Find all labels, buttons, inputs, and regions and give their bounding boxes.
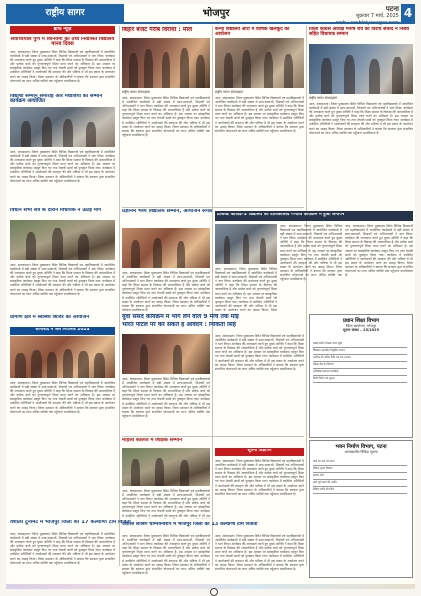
headline: कन्या विद्यालय आरा में वार्षिक खेलकूद का आयोजन <box>215 27 290 38</box>
byline: राष्ट्रीय सागर संवाददाता <box>309 96 338 100</box>
newspaper-page <box>6 4 415 589</box>
ad-row: अभिलेख सत्यापन कार्यक्रम <box>313 369 407 376</box>
column-rule <box>212 26 213 566</box>
edition-right: पटना <box>385 5 399 13</box>
news-photo <box>215 224 277 264</box>
article-text: आरा, संवाददाता। जिला मुख्यालय स्थित विभिन्न विद्यालयों एवं महाविद्यालयों में आयोजित कार्यक्रमों में बड़ी संख्या में छात्र-छात्राओं, शिक्षकों एवं अभिभावकों ने भाग लिया। कार्यक्रम की अध्यक्षता करते हुए मुख्य अतिथि ने कहा कि शिक्षा समाज के विकास की आधारशिला है और प्रत्येक बच्चे को गुणवत्तापूर्ण शिक्षा प्राप्त करने का अधिकार है। इस अवसर पर सांस्कृतिक कार्यक्रम प्रस्तुत किए गए तथा मेधावी छात्रों को पुरस्कृत किया गया। कार्यक्रम में उपस्थित अतिथियों ने आयोजकों की सराहना की और भविष्य में भी इस प्रकार के आयोजन करने का आग्रह किया। जिला प्रशासन के अधिकारियों ने बताया कि सरकार द्वारा संचालित योजनाओं का लाभ अंतिम व्यक्ति तक पहुँचाना प्राथमिकता है। <box>345 224 413 278</box>
article-text: आरा, संवाददाता। जिला मुख्यालय स्थित विभिन्न विद्यालयों एवं महाविद्यालयों में आयोजित कार्यक्रमों में बड़ी संख्या में छात्र-छात्राओं, शिक्षकों एवं अभिभावकों ने भाग लिया। कार्यक्रम की अध्यक्षता करते हुए मुख्य अतिथि ने कहा कि शिक्षा समाज के विकास की आधारशिला है और प्रत्येक बच्चे को गुणवत्तापूर्ण शिक्षा प्राप्त करने का अधिकार है। इस अवसर पर सांस्कृतिक कार्यक्रम प्रस्तुत किए गए तथा मेधावी छात्रों को पुरस्कृत किया गया। कार्यक्रम में उपस्थित अतिथियों ने आयोजकों की सराहना की और भविष्य में भी इस प्रकार के आयोजन करने का आग्रह किया। जिला प्रशासन के अधिकारियों ने बताया कि सरकार द्वारा संचालित योजनाओं का लाभ अंतिम व्यक्ति तक पहुँचाना प्राथमिकता है। <box>122 271 210 311</box>
ad-row: विशेष निर्देश एवं सूचना <box>313 376 407 383</box>
ad-row: निविदा प्राप्ति की तिथि <box>313 487 407 494</box>
ad-row: आवेदन की अंतिम तिथि 20.03.2025 <box>313 355 407 362</box>
article-text: आरा, संवाददाता। जिला मुख्यालय स्थित विभिन्न विद्यालयों एवं महाविद्यालयों में आयोजित कार्यक्रमों में बड़ी संख्या में छात्र-छात्राओं, शिक्षकों एवं अभिभावकों ने भाग लिया। कार्यक्रम की अध्यक्षता करते हुए मुख्य अतिथि ने कहा कि शिक्षा समाज के विकास की आधारशिला है और प्रत्येक बच्चे को गुणवत्तापूर्ण शिक्षा प्राप्त करने का अधिकार है। इस अवसर पर सांस्कृतिक कार्यक्रम प्रस्तुत किए गए तथा मेधावी छात्रों को पुरस्कृत किया गया। कार्यक्रम में उपस्थित अतिथियों ने आयोजकों की सराहना की और भविष्य में भी इस <box>122 489 210 518</box>
ad-table <box>313 459 407 494</box>
ad-title: प्रधान शिक्षा विभाग <box>342 318 380 324</box>
ad-row: बयाना राशि <box>313 473 407 480</box>
news-photo <box>10 220 115 260</box>
article-text: आरा, संवाददाता। जिला मुख्यालय स्थित विभिन्न विद्यालयों एवं महाविद्यालयों में आयोजित कार्यक्रमों में बड़ी संख्या में छात्र-छात्राओं, शिक्षकों एवं अभिभावकों ने भाग लिया। कार्यक्रम की अध्यक्षता करते हुए मुख्य अतिथि ने कहा कि शिक्षा समाज के विकास की आधारशिला है और प्रत्येक बच्चे को गुणवत्तापूर्ण शिक्षा प्राप्त करने का अधिकार है। इस अवसर पर सांस्कृतिक कार्यक्रम प्रस्तुत किए गए तथा मेधावी छात्रों को पुरस्कृत किया गया। कार्यक्रम में उपस्थित अतिथियों ने आयोजकों की सराहना की और भविष्य में भी इस प्रकार के आयोजन करने का आग्रह किया। जिला प्रशासन के अधिकारियों ने बताया कि सरकार द्वारा संचालित योजनाओं का लाभ अंतिम व्यक्ति तक पहुँचाना प्राथमिकता है। <box>10 263 115 296</box>
article-text: आरा, संवाददाता। जिला मुख्यालय स्थित विभिन्न विद्यालयों एवं महाविद्यालयों में आयोजित कार्यक्रमों में बड़ी संख्या में छात्र-छात्राओं, शिक्षकों एवं अभिभावकों ने भाग लिया। कार्यक्रम की अध्यक्षता करते हुए मुख्य अतिथि ने कहा कि शिक्षा समाज के विकास की आधारशिला है और प्रत्येक बच्चे को गुणवत्तापूर्ण शिक्षा प्राप्त करने का अधिकार है। इस अवसर पर सांस्कृतिक कार्यक्रम प्रस्तुत किए गए तथा मेधावी छात्रों को पुरस्कृत किया गया। कार्यक्रम में उपस्थित अतिथियों ने आयोजकों की सराहना की और भविष्य में भी इस प्रकार के आयोजन करने का आग्रह किया। जिला प्रशासन के अधिकारियों ने बताया कि सरकार द्वारा संचालित योजनाओं का लाभ अंतिम व्यक्ति तक पहुँचाना प्राथमिकता है। <box>215 534 304 571</box>
classified-text: आरा, संवाददाता। जिला मुख्यालय स्थित विभिन्न विद्यालयों एवं महाविद्यालयों में आयोजित कार्यक्रमों में बड़ी संख्या में छात्र-छात्राओं, शिक्षकों एवं अभिभावकों ने भाग लिया। कार्यक्रम की अध्यक्षता करते हुए मुख्य अतिथि ने कहा कि शिक्षा समाज के विकास की आधारशिला है और प्रत्येक बच्चे को गुणवत्तापूर्ण शिक्षा प्राप्त करने का अधिकार है। इस अवसर पर सांस्कृतिक कार्यक्रम प्रस्तुत किए गए तथा मेधावी छात्रों को पुरस्कृत किया गया। कार्यक्रम में उपस्थित अतिथियों ने आयोजकों की सराहना की और भविष्य में भी इस प्रकार के आयोजन करने का आग्रह किया। जिला प्रशासन के अधिकारियों ने बताया कि सरकार द्वारा संचालित योजनाओं का लाभ अंतिम व्यक्ति तक पहुँचाना प्राथमिकता है। <box>215 459 304 496</box>
bottom-headline: वैशाली टूर्नामेंट में भोजपुर जिला को 17 कल्याणी टीम विजेता <box>10 520 131 525</box>
ad-row: कार्य पूर्ण करने की अवधि <box>313 480 407 487</box>
article-text: आरा, संवाददाता। जिला मुख्यालय स्थित विभिन्न विद्यालयों एवं महाविद्यालयों में आयोजित कार्यक्रमों में बड़ी संख्या में छात्र-छात्राओं, शिक्षकों एवं अभिभावकों ने भाग लिया। कार्यक्रम की अध्यक्षता करते हुए मुख्य अतिथि ने कहा कि शिक्षा समाज के विकास की आधारशिला है और प्रत्येक बच्चे को गुणवत्तापूर्ण शिक्षा प्राप्त करने का अधिकार है। इस अवसर पर सांस्कृतिक कार्यक्रम प्रस्तुत किए गए तथा मेधावी छात्रों को पुरस्कृत किया गया। कार्यक्रम में उपस्थित अतिथियों ने आयोजकों की सराहना की और भविष्य में भी इस प्रकार के आयोजन करने का आग्रह किया। जिला प्रशासन के अधिकारियों ने बताया कि सरकार द्वारा संचालित योजनाओं का लाभ अंतिम व्यक्ति तक पहुँचाना प्राथमिकता है। <box>309 102 413 135</box>
tender-advertisement <box>309 440 413 578</box>
page-number: 4 <box>401 4 415 22</box>
article-text: आरा, संवाददाता। जिला मुख्यालय स्थित विभिन्न विद्यालयों एवं महाविद्यालयों में आयोजित कार्यक्रमों में बड़ी संख्या में छात्र-छात्राओं, शिक्षकों एवं अभिभावकों ने भाग लिया। कार्यक्रम की अध्यक्षता करते हुए मुख्य अतिथि ने कहा कि शिक्षा समाज के विकास की आधारशिला है और प्रत्येक बच्चे को गुणवत्तापूर्ण शिक्षा प्राप्त करने का अधिकार है। इस अवसर पर सांस्कृतिक कार्यक्रम प्रस्तुत किए गए तथा मेधावी छात्रों को पुरस्कृत किया गया। कार्यक्रम में उपस्थित अतिथियों ने आयोजकों की सराहना की और भविष्य में भी इस प्रकार के आयोजन करने का आग्रह किया। जिला प्रशासन के अधिकारियों ने बताया कि सरकार द्वारा संचालित योजनाओं का लाभ अंतिम व्यक्ति तक पहुँचाना प्राथमिकता है। <box>215 96 304 133</box>
lead-headline: बिहार बजट गरीब विरोधी : माले <box>122 27 193 33</box>
column-rule <box>119 26 120 566</box>
bottom-headline: वैशाली लॉबिंग चैम्पियनशिप में भोजपुर जिला को 13 कल्याणी टीम विजेता <box>122 522 258 527</box>
ad-notice: सूचना संख्या – 25/2025 <box>342 328 380 333</box>
ad-table <box>313 341 407 383</box>
ad-title: भवन निर्माण विभाग, पटना <box>335 444 387 450</box>
section-rule <box>122 207 304 208</box>
ad-row: परीक्षा केंद्र का विवरण <box>313 362 407 369</box>
article-text: आरा, संवाददाता। जिला मुख्यालय स्थित विभिन्न विद्यालयों एवं महाविद्यालयों में आयोजित कार्यक्रमों में बड़ी संख्या में छात्र-छात्राओं, शिक्षकों एवं अभिभावकों ने भाग लिया। कार्यक्रम की अध्यक्षता करते हुए मुख्य अतिथि ने कहा कि शिक्षा समाज के विकास की आधारशिला है और प्रत्येक बच्चे को गुणवत्तापूर्ण शिक्षा प्राप्त करने का अधिकार है। इस अवसर पर सांस्कृतिक कार्यक्रम प्रस्तुत किए गए तथा मेधावी छात्रों को पुरस्कृत किया गया। कार्यक्रम में उपस्थित अतिथियों ने आयोजकों की सराहना की और भविष्य में भी इस प्रकार के आयोजन करने का आग्रह किया। जिला प्रशासन के अधिकारियों ने बताया कि सरकार द्वारा संचालित योजनाओं का लाभ अंतिम व्यक्ति तक पहुँचाना प्राथमिकता है। <box>10 150 115 183</box>
news-photo <box>122 448 210 486</box>
band-headline: युवा संसद कार्यक्रम में भाग लेने वाले 9 मार्च तक माई <box>122 314 239 320</box>
ad-row: विद्यालय आधारित नियुक्ति 2025 <box>313 348 407 355</box>
section-rule <box>122 436 304 437</box>
headline: विद्यार्थी सम्मान समारोह और मेधावियों का सम्मान कार्यक्रम आयोजित <box>10 94 103 105</box>
byline: राष्ट्रीय सागर संवाददाता <box>122 90 151 94</box>
article-text: आरा, संवाददाता। जिला मुख्यालय स्थित विभिन्न विद्यालयों एवं महाविद्यालयों में आयोजित कार्यक्रमों में बड़ी संख्या में छात्र-छात्राओं, शिक्षकों एवं अभिभावकों ने भाग लिया। कार्यक्रम की अध्यक्षता करते हुए मुख्य अतिथि ने कहा कि शिक्षा समाज के विकास की आधारशिला है और प्रत्येक बच्चे को गुणवत्तापूर्ण शिक्षा प्राप्त करने का अधिकार है। इस अवसर पर सांस्कृतिक कार्यक्रम प्रस्तुत किए गए तथा मेधावी छात्रों को पुरस्कृत किया गया। कार्यक्रम में उपस्थित अतिथियों ने आयोजकों की सराहना की और भविष्य में भी इस प्रकार के आयोजन करने का आग्रह किया। जिला प्रशासन के अधिकारियों ने बताया कि सरकार द्वारा संचालित योजनाओं का लाभ अंतिम व्यक्ति तक पहुँचाना प्राथमिकता है। <box>122 377 210 418</box>
headline: महिला कॉलेज में शिक्षक सम्मान <box>122 438 183 443</box>
article-text: आरा, संवाददाता। जिला मुख्यालय स्थित विभिन्न विद्यालयों एवं महाविद्यालयों में आयोजित कार्यक्रमों में बड़ी संख्या में छात्र-छात्राओं, शिक्षकों एवं अभिभावकों ने भाग लिया। कार्यक्रम की अध्यक्षता करते हुए मुख्य अतिथि ने कहा कि शिक्षा समाज के विकास की आधारशिला है और प्रत्येक बच्चे को गुणवत्तापूर्ण शिक्षा प्राप्त करने का अधिकार है। इस अवसर पर सांस्कृतिक कार्यक्रम प्रस्तुत किए गए तथा मेधावी छात्रों को पुरस्कृत किया गया। कार्यक्रम में उपस्थित अतिथियों ने आयोजकों की सराहना की और भविष्य में भी इस प्रकार के आयोजन करने का आग्रह किया। जिला प्रशासन के अधिकारियों ने बताया कि सरकार द्वारा संचालित योजनाओं का लाभ अंतिम व्यक्ति तक पहुँचाना प्राथमिकता है। <box>122 534 210 575</box>
ad-row: कार्य का नाम एवं स्थान <box>313 459 407 466</box>
news-photo <box>309 44 413 94</box>
headline: ग्रामीण क्षेत्र में स्वास्थ्य शिविर का आयोजन <box>10 315 90 320</box>
news-photo <box>122 228 210 268</box>
band-headline: भारत पोर्टल पर कर सकते हैं आवेदन : निकिता सिंह <box>122 322 236 328</box>
ad-label: सोनाबाद में जल नियामक 2024 <box>35 328 90 332</box>
ad-subtitle: जिला कार्यालय, भोजपुर <box>345 324 377 328</box>
team-photo <box>10 336 115 378</box>
masthead-rule <box>6 22 415 24</box>
article-text: आरा, संवाददाता। जिला मुख्यालय स्थित विभिन्न विद्यालयों एवं महाविद्यालयों में आयोजित कार्यक्रमों में बड़ी संख्या में छात्र-छात्राओं, शिक्षकों एवं अभिभावकों ने भाग लिया। कार्यक्रम की अध्यक्षता करते हुए मुख्य अतिथि ने कहा कि शिक्षा समाज के विकास की आधारशिला है और प्रत्येक बच्चे को गुणवत्तापूर्ण शिक्षा प्राप्त करने का अधिकार है। इस अवसर पर सांस्कृतिक कार्यक्रम प्रस्तुत किए गए तथा मेधावी छात्रों को पुरस्कृत किया गया। कार्यक्रम में उपस्थित अतिथियों ने आयोजकों की सराहना की और भविष्य में भी इस प्रकार के आयोजन करने का आग्रह किया। जिला प्रशासन के अधिकारियों ने बताया कि सरकार द्वारा संचालित योजनाओं का लाभ अंतिम व्यक्ति तक पहुँचाना प्राथमिकता है। <box>10 532 115 565</box>
date-line: शुक्रवार 7 मार्च, 2025 <box>355 13 399 19</box>
classified-head: सूचना विज्ञापन <box>247 449 272 453</box>
article-text: आरा, संवाददाता। जिला मुख्यालय स्थित विभिन्न विद्यालयों एवं महाविद्यालयों में आयोजित कार्यक्रमों में बड़ी संख्या में छात्र-छात्राओं, शिक्षकों एवं अभिभावकों ने भाग लिया। कार्यक्रम की अध्यक्षता करते हुए मुख्य अतिथि ने कहा कि शिक्षा समाज के विकास की आधारशिला है और प्रत्येक बच्चे को गुणवत्तापूर्ण शिक्षा प्राप्त करने का अधिकार है। इस अवसर पर सांस्कृतिक कार्यक्रम प्रस्तुत किए गए तथा मेधावी छात्रों को पुरस्कृत किया गया। कार्यक्रम में उपस्थित अतिथियों ने आयोजकों की सराहना की और भविष्य में भी इस प्रकार के आयोजन करने का आग्रह किया। जिला प्रशासन के अधिकारियों ने बताया कि सरकार द्वारा संचालित योजनाओं का लाभ अंतिम व्यक्ति तक पहुँचाना प्राथमिकता है। <box>280 224 342 282</box>
headline: विधान सभा सत्र के दौरान विधायक ने उठाई मांग <box>10 208 102 213</box>
headline: जिला कांग्रेस अध्यक्ष मनीष राय का विरोध सांसद ने निबंध सहित विधायक सम्मान <box>309 27 409 38</box>
article-text: आरा, संवाददाता। जिला मुख्यालय स्थित विभिन्न विद्यालयों एवं महाविद्यालयों में आयोजित कार्यक्रमों में बड़ी संख्या में छात्र-छात्राओं, शिक्षकों एवं अभिभावकों ने भाग लिया। कार्यक्रम की अध्यक्षता करते हुए मुख्य अतिथि ने कहा कि शिक्षा समाज के विकास की आधारशिला है और प्रत्येक बच्चे को गुणवत्तापूर्ण शिक्षा प्राप्त करने का अधिकार है। इस अवसर पर सांस्कृतिक कार्यक्रम प्रस्तुत किए गए तथा मेधावी छात्रों को पुरस्कृत किया गया। कार्यक्रम में उपस्थित अतिथियों ने आयोजकों की सराहना की और भविष्य में भी इस प्रकार के आयोजन करने का आग्रह किया। जिला प्रशासन के अधिकारियों ने बताया कि सरकार द्वारा संचालित योजनाओं का लाभ अंतिम व्यक्ति तक पहुँचाना प्राथमिकता है। <box>215 334 304 371</box>
ad-row: निविदा शुल्क विवरण <box>313 466 407 473</box>
masthead <box>6 4 415 22</box>
section-label: ब्रीफ न्यूज़ <box>53 27 72 32</box>
article-text: आरा, संवाददाता। जिला मुख्यालय स्थित विभिन्न विद्यालयों एवं महाविद्यालयों में आयोजित कार्यक्रमों में बड़ी संख्या में छात्र-छात्राओं, शिक्षकों एवं अभिभावकों ने भाग लिया। कार्यक्रम की अध्यक्षता करते हुए मुख्य अतिथि ने कहा कि शिक्षा समाज के विकास की आधारशिला है और प्रत्येक बच्चे को गुणवत्तापूर्ण शिक्षा प्राप्त करने का अधिकार है। इस अवसर पर सांस्कृतिक कार्यक्रम प्रस्तुत किए गए तथा मेधावी छात्रों को पुरस्कृत किया गया। कार्यक्रम में उपस्थित अतिथियों ने आयोजकों की सराहना की और भविष्य में भी इस प्रकार के आयोजन करने का आग्रह किया। जिला प्रशासन के अधिकारियों ने बताया कि सरकार द्वारा संचालित योजनाओं का लाभ अंतिम व्यक्ति तक पहुँचाना प्राथमिकता है। <box>122 96 210 137</box>
news-photo <box>215 38 304 88</box>
edition-name: भोजपुर <box>202 8 230 19</box>
news-photo <box>10 107 115 147</box>
headline: सर्वोच्चयाल पुर्ण में विनियमों का तथा निवासित विद्यालय मानव दिवस <box>10 37 115 48</box>
byline: राष्ट्रीय सागर संवाददाता <box>215 90 244 94</box>
government-advertisement <box>309 314 413 438</box>
news-photo <box>122 38 210 88</box>
ad-row: प्रखंड स्तरीय शिक्षक चयन सूची <box>313 341 407 348</box>
article-text: आरा, संवाददाता। जिला मुख्यालय स्थित विभिन्न विद्यालयों एवं महाविद्यालयों में आयोजित कार्यक्रमों में बड़ी संख्या में छात्र-छात्राओं, शिक्षकों एवं अभिभावकों ने भाग लिया। कार्यक्रम की अध्यक्षता करते हुए मुख्य अतिथि ने कहा कि शिक्षा समाज के विकास की आधारशिला है और प्रत्येक बच्चे को गुणवत्तापूर्ण शिक्षा प्राप्त करने का अधिकार है। इस अवसर पर सांस्कृतिक कार्यक्रम प्रस्तुत किए गए तथा मेधावी छात्रों को पुरस्कृत किया गया। कार्यक्रम में उपस्थित अतिथियों ने आयोजकों की सराहना की और भविष्य में भी इस प्रकार के आयोजन करने का आग्रह किया। जिला <box>215 267 277 311</box>
article-text: आरा, संवाददाता। जिला मुख्यालय स्थित विभिन्न विद्यालयों एवं महाविद्यालयों में आयोजित कार्यक्रमों में बड़ी संख्या में छात्र-छात्राओं, शिक्षकों एवं अभिभावकों ने भाग लिया। कार्यक्रम की अध्यक्षता करते हुए मुख्य अतिथि ने कहा कि शिक्षा समाज के विकास की आधारशिला है और प्रत्येक बच्चे को गुणवत्तापूर्ण शिक्षा प्राप्त करने का अधिकार है। इस अवसर पर सांस्कृतिक कार्यक्रम प्रस्तुत किए गए तथा मेधावी छात्रों को पुरस्कृत किया गया। कार्यक्रम में उपस्थित अतिथियों ने आयोजकों की सराहना की और भविष्य में भी इस प्रकार के आयोजन करने का आग्रह किया। जिला प्रशासन के अधिकारियों ने बताया कि सरकार द्वारा संचालित योजनाओं का लाभ अंतिम व्यक्ति तक पहुँचाना प्राथमिकता है। <box>10 50 115 83</box>
ad-subtitle: अल्पकालीन निविदा सूचना <box>344 450 378 454</box>
band-headline: प्रज्ञानम भव्य विद्यालय सम्मान, आयोजन संपन्न <box>122 209 212 214</box>
article-text: आरा, संवाददाता। जिला मुख्यालय स्थित विभिन्न विद्यालयों एवं महाविद्यालयों में आयोजित कार्यक्रमों में बड़ी संख्या में छात्र-छात्राओं, शिक्षकों एवं अभिभावकों ने भाग लिया। कार्यक्रम की अध्यक्षता करते हुए मुख्य अतिथि ने कहा कि शिक्षा समाज के विकास की आधारशिला है और प्रत्येक बच्चे को गुणवत्तापूर्ण शिक्षा प्राप्त करने का अधिकार है। इस अवसर पर सांस्कृतिक कार्यक्रम प्रस्तुत किए गए तथा मेधावी छात्रों को पुरस्कृत किया गया। कार्यक्रम में उपस्थित अतिथियों ने आयोजकों की सराहना की और भविष्य में भी इस प्रकार के आयोजन करने का आग्रह किया। जिला प्रशासन के अधिकारियों ने बताया कि सरकार द्वारा संचालित योजनाओं का लाभ अंतिम व्यक्ति तक पहुँचाना प्राथमिकता है। <box>10 381 115 414</box>
news-photo <box>122 334 210 374</box>
band-headline: प्रोजेक्ट कोविड–2 विद्यालय का वार्षिकोत्सव गणतंत्र कार्यक्रम में हुआ समापन <box>217 213 345 217</box>
paper-name: राष्ट्रीय सागर <box>6 4 124 22</box>
